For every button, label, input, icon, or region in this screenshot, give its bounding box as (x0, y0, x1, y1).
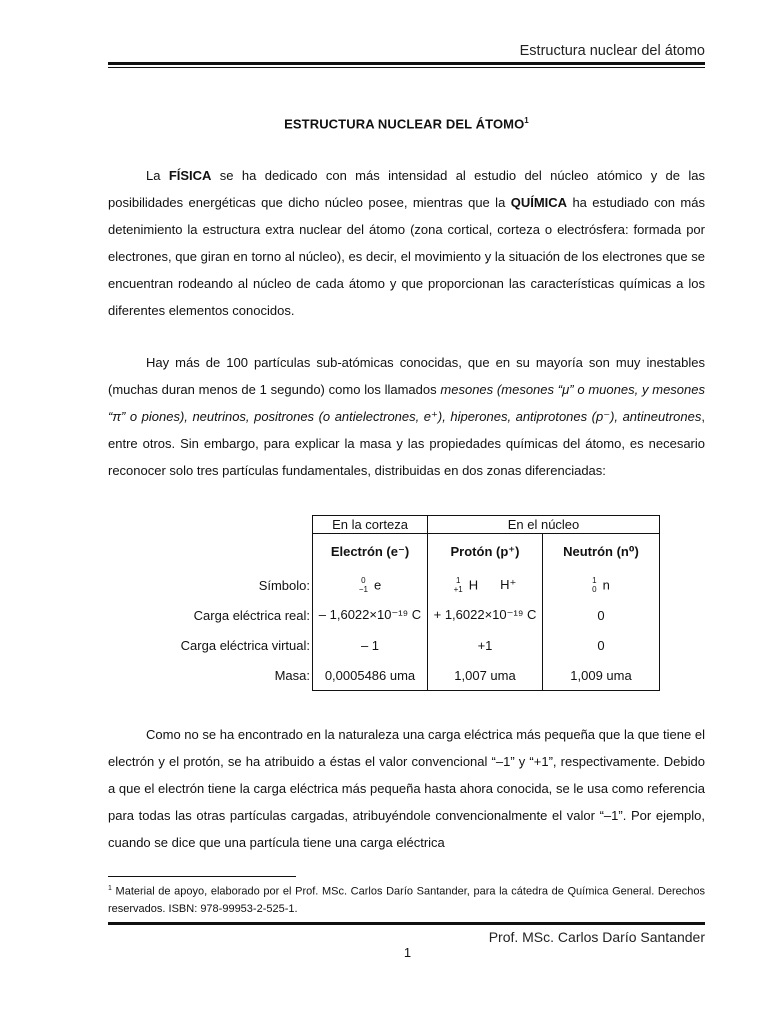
header-rule-thin (108, 67, 705, 68)
footer-author: Prof. MSc. Carlos Darío Santander (488, 929, 705, 945)
zone-corteza: En la corteza (313, 516, 428, 534)
proton-charge-number: +1 (453, 585, 463, 594)
neutron-letter: n (602, 577, 610, 593)
row-label-carga-virtual: Carga eléctrica virtual: (180, 637, 310, 653)
row-label-simbolo: Símbolo: (258, 577, 310, 593)
para2-text-1: Hay más de 100 partículas sub-atómicas conocidas, que en su mayoría son muy inestables (muchas duran menos de 1 segundo) como los llamados (108, 355, 705, 397)
para3-text: Como no se ha encontrado en la naturaleza una carga eléctrica más pequeña que la que tiene el electrón y el protón, se ha atribuido a éstas el valor convencional “–1” y “+1”, respectivamente. Debido a que el electrón tiene la carga eléctrica más pequeña hasta ahora conocida, se le usa como referencia para todas las otras partículas cargadas, atribuyéndole convencionalmente el valor “–1”. Por ejemplo, cuando se dice que una partícula tiene una carga eléctrica (108, 727, 705, 850)
page-number: 1 (403, 945, 412, 960)
neutron-charge-number: 0 (592, 585, 597, 594)
table-row-carga-virtual (150, 630, 660, 660)
para1-bold-quimica: QUÍMICA (510, 195, 568, 210)
para1-bold-fisica: FÍSICA (168, 168, 212, 183)
table-header-row (150, 534, 660, 571)
proton-masa: 1,007 uma (428, 660, 543, 691)
table-row-masa (150, 660, 660, 691)
footnote-mark: 1 (108, 885, 112, 892)
running-header: Estructura nuclear del átomo (519, 43, 705, 59)
proton-mass-number: 1 (455, 576, 461, 585)
title-footnote-mark: 1 (524, 116, 529, 125)
row-label-masa: Masa: (274, 667, 310, 683)
electron-mass-number: 0 (361, 576, 366, 585)
neutron-carga-virtual: 0 (543, 630, 660, 660)
table-row-simbolo (150, 570, 660, 600)
paragraph-2 (108, 349, 705, 484)
table-row-carga-real (150, 600, 660, 630)
col-electron: Electrón (e⁻) (313, 534, 428, 571)
row-label-carga-real: Carga eléctrica real: (193, 607, 310, 623)
zone-nucleo: En el núcleo (428, 516, 660, 534)
para2-italic: mesones (mesones “μ” o muones, y mesones “π” o piones), neutrinos, positrones (o antielectrones, e⁺), hiperones, antiprotones (p⁻), antineutrones (108, 382, 705, 424)
header-rule (108, 62, 705, 65)
electron-charge-number: −1 (358, 585, 368, 594)
para1-text-2: se ha dedicado con más intensidad al estudio del núcleo atómico y de las posibilidades energéticas que dicho núcleo posee, mientras que la (108, 168, 705, 210)
document-title (108, 116, 705, 131)
footnote (108, 880, 705, 918)
proton-symbol (428, 570, 543, 600)
neutron-carga-real: 0 (543, 600, 660, 630)
proton-letter: H (468, 577, 479, 593)
electron-carga-real: – 1,6022×10⁻¹⁹ C (313, 600, 428, 630)
title-text: ESTRUCTURA NUCLEAR DEL ÁTOMO (284, 116, 525, 132)
para2-text-2: , entre otros. Sin embargo, para explicar la masa y las propiedades químicas del átomo, es necesario reconocer solo tres partículas fundamentales, distribuidas en dos zonas diferenciadas: (108, 409, 705, 478)
footnote-rule (108, 876, 296, 877)
electron-carga-virtual: – 1 (313, 630, 428, 660)
para1-text-3: ha estudiado con más detenimiento la estructura extra nuclear del átomo (zona cortical, corteza o electrósfera: formada por electrones, que giran en torno al núcleo), es decir, el movimiento y la situación de los electrones que se encuentran rodeando al núcleo de cada átomo y que proporcionan las características químicas a los diferentes elementos conocidos. (108, 195, 705, 318)
neutron-mass-number: 1 (592, 576, 597, 585)
col-proton: Protón (p⁺) (428, 534, 543, 571)
proton-carga-virtual: +1 (428, 630, 543, 660)
particles-table (150, 515, 660, 691)
para1-text-1: La (146, 168, 169, 183)
footer-rule (108, 922, 705, 925)
col-neutron: Neutrón (n⁰) (543, 534, 660, 571)
electron-letter: e (373, 577, 382, 593)
electron-symbol (313, 570, 428, 600)
proton-carga-real: + 1,6022×10⁻¹⁹ C (428, 600, 543, 630)
proton-alt-symbol: H⁺ (500, 577, 517, 592)
electron-masa: 0,0005486 uma (313, 660, 428, 691)
neutron-masa: 1,009 uma (543, 660, 660, 691)
paragraph-3 (108, 721, 705, 856)
neutron-symbol (543, 570, 660, 600)
paragraph-1 (108, 162, 705, 324)
footnote-text: Material de apoyo, elaborado por el Prof. MSc. Carlos Darío Santander, para la cátedra de Química General. Derechos reservados. ISBN: 978-99953-2-525-1. (108, 885, 705, 915)
table-zone-row (150, 516, 660, 534)
